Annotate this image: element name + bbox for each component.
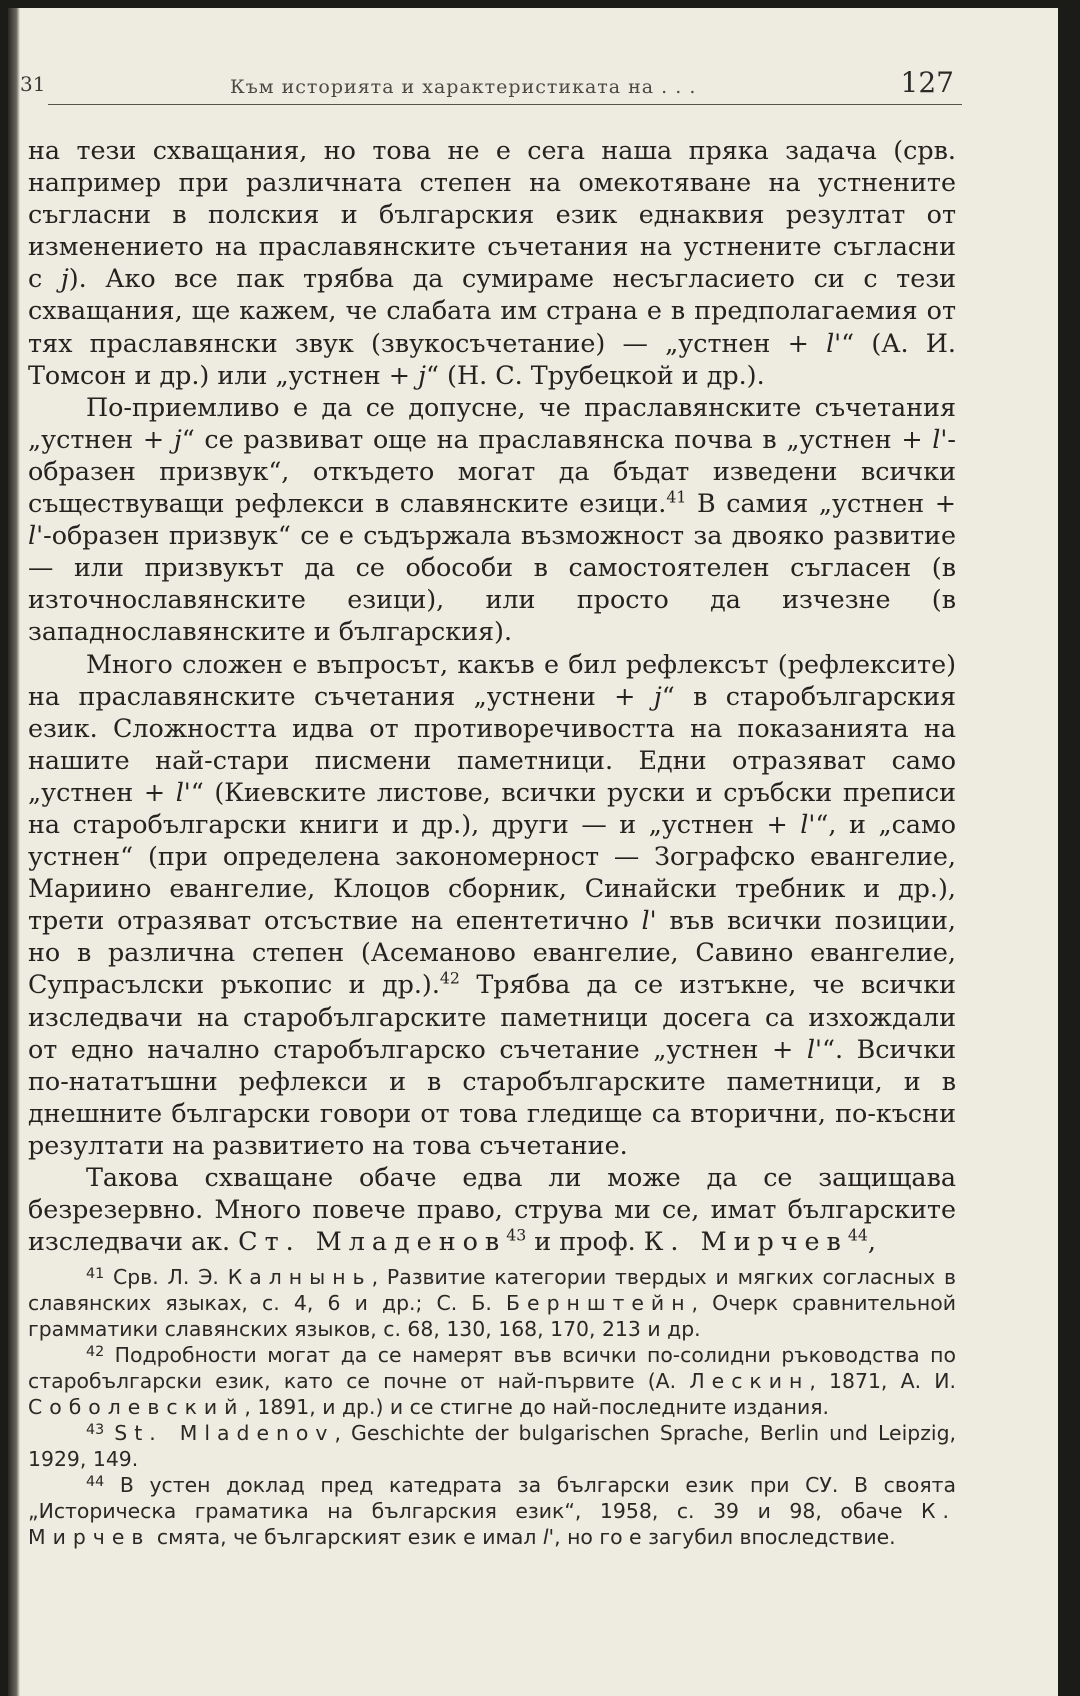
italic-symbol: l' — [800, 808, 816, 839]
italic-symbol: l' — [641, 905, 657, 936]
footnote — [28, 1472, 956, 1550]
italic-symbol: j — [173, 423, 182, 454]
paragraph — [28, 134, 956, 391]
main-text — [28, 134, 956, 1257]
italic-symbol: l' — [542, 1525, 555, 1549]
italic-symbol: l' — [932, 423, 948, 454]
spaced-name: К. Мирчев — [28, 1499, 956, 1549]
paragraph-text: “. Всички по-нататъшни рефлекси и в старобългарските паметници, и в днешните български говори от това гледище са вторични, по-късни резултати на развитието на това съчетание. — [28, 1033, 956, 1160]
footnote — [28, 1264, 956, 1342]
paragraph-text: По-приемливо е да се допусне, че праславянските съчетания „устнен + — [28, 391, 956, 454]
footnote-reference[interactable]: 41 — [666, 487, 687, 507]
italic-symbol: l' — [175, 776, 191, 807]
paragraph-text: “ в старобългарския език. Сложността идва от противоречивостта на показанията на нашите най-стари писмени паметници. Едни отразяват само „устнен + — [28, 680, 957, 807]
footnotes — [28, 1264, 956, 1550]
paragraph-text: Много сложен е въпросът, какъв е бил рефлексът (рефлексите) на праславянските съчетания „устнени + — [28, 648, 956, 711]
running-title: Към историята и характеристиката на . . . — [230, 76, 697, 98]
footnote — [28, 1420, 956, 1472]
paragraph-text: “ (А. И. Томсон и др.) или „устнен + — [28, 327, 956, 390]
italic-symbol: l' — [806, 1033, 822, 1064]
paragraph-text: “ (Киевските листове, всички руски и сръбски преписи на старобългарски книги и др.), други — и „устнен + — [28, 776, 957, 839]
footnote-reference[interactable]: 43 — [506, 1225, 527, 1245]
paragraph-text: -образен призвук“, откъдето могат да бъдат изведени всички съществуващи рефлекси в славянските езици. — [28, 423, 956, 519]
italic-symbol: l' — [28, 520, 44, 551]
paragraph-text: “, и „само устнен“ (при определена закономерност — Зографско евангелие, Мариино евангелие, Клоцов сборник, Синайски требник и др.), трети отразяват отсъствие на епентетично — [28, 808, 956, 936]
book-spine-shadow — [8, 8, 20, 1696]
footnote-text: Срв. Л. Э. — [104, 1265, 228, 1289]
spaced-name: Соболевский — [28, 1395, 245, 1419]
footnote-text: Подробности могат да се намерят във всички по-солидни ръководства по старобългарски език, като се почне от най-първите (А. — [28, 1343, 956, 1393]
footnote-text: смята, че българският език е имал — [150, 1525, 543, 1549]
paragraph-text: “ (Н. С. Трубецкой и др.). — [425, 359, 765, 390]
footnote-reference[interactable]: 44 — [847, 1225, 868, 1245]
paragraph-text: Такова схващане обаче едва ли може да се защищава безрезервно. Много повече право, струва ми се, имат българските изследвачи ак. — [28, 1162, 956, 1257]
spaced-name: Лескин — [689, 1369, 810, 1393]
paragraph-text: -образен призвук“ се е съдържала възможност за двояко развитие — или призвукът да се обособи в самостоятелен съгласен (в източнославянските езици), или просто да изчезне (в западнославянските и българския). — [28, 520, 956, 647]
spaced-name: Ст. Младенов — [238, 1226, 507, 1257]
paragraph-text: и проф. — [526, 1226, 644, 1257]
footnote-text — [104, 1421, 114, 1445]
spaced-name: St. Mladenov — [114, 1421, 335, 1445]
spaced-name: Калнынь — [227, 1265, 372, 1289]
paragraph-text: “ се развиват още на праславянска почва в „устнен + — [181, 423, 933, 454]
spaced-name: Бернштейн — [506, 1291, 692, 1315]
italic-symbol: j — [60, 263, 69, 294]
footnote-text: В устен доклад пред катедрата за български език при СУ. В своята „Историческа граматика на българския език“, 1958, с. 39 и 98, обаче — [28, 1473, 956, 1523]
paragraph — [28, 1161, 956, 1257]
paragraph-text: ). Ако все пак трябва да сумираме несъгласието си с тези схващания, ще кажем, че слабата им страна е в предполагаемия от тях праславянски звук (звукосъчетание) — „устнен + — [28, 263, 956, 358]
paragraph-text: на тези схващания, но това не е сега наша пряка задача (срв. например при различната степен на омекотяване на устнените съгласни в полския и българския език еднаквия резултат от изменението на праславянските съчетания на устнените съгласни с — [28, 135, 956, 294]
italic-symbol: l' — [826, 327, 842, 358]
spaced-name: К. Мирчев — [643, 1226, 848, 1257]
italic-symbol: j — [418, 359, 426, 390]
running-header — [20, 60, 962, 105]
footnote-text: , но го е загубил впоследствие. — [554, 1525, 896, 1549]
footnote-text: , 1891, и др.) и се стигне до най-последните издания. — [244, 1395, 829, 1419]
footnote-reference[interactable]: 42 — [439, 968, 460, 988]
paragraph — [28, 391, 956, 648]
footnote-number: 44 — [86, 1474, 105, 1490]
footnote-number: 41 — [86, 1266, 105, 1282]
footnote-number: 42 — [86, 1344, 105, 1360]
paragraph — [28, 648, 956, 1162]
footnote-number: 43 — [86, 1422, 105, 1438]
page-number: 127 — [900, 66, 954, 99]
footnote-text: , Развитие категории твердых и мягких согласных в славянских языках, с. 4, 6 и др.; С. Б. — [28, 1265, 957, 1315]
left-page-number-fragment: 31 — [20, 72, 46, 96]
book-page — [8, 8, 1058, 1696]
paragraph-text: Трябва да се изтъкне, че всички изследвачи на старобългарските паметници досега са изхождали от едно начално старобългарско съчетание „устнен + — [28, 969, 956, 1064]
paragraph-text: , — [867, 1226, 876, 1257]
italic-symbol: j — [653, 680, 662, 711]
footnote-text: , Очерк сравнительной грамматики славянских языков, с. 68, 130, 168, 170, 213 и др. — [28, 1291, 956, 1341]
footnote — [28, 1342, 956, 1420]
footnote-text: , 1871, А. И. — [809, 1369, 956, 1393]
paragraph-text: във всички позиции, но в различна степен (Асеманово евангелие, Савино евангелие, Супрасълски ръкопис и др.). — [28, 905, 956, 1000]
footnote-text: , Geschichte der bulgarischen Sprache, Berlin und Leipzig, 1929, 149. — [28, 1421, 957, 1471]
paragraph-text: В самия „устнен + — [686, 488, 957, 519]
